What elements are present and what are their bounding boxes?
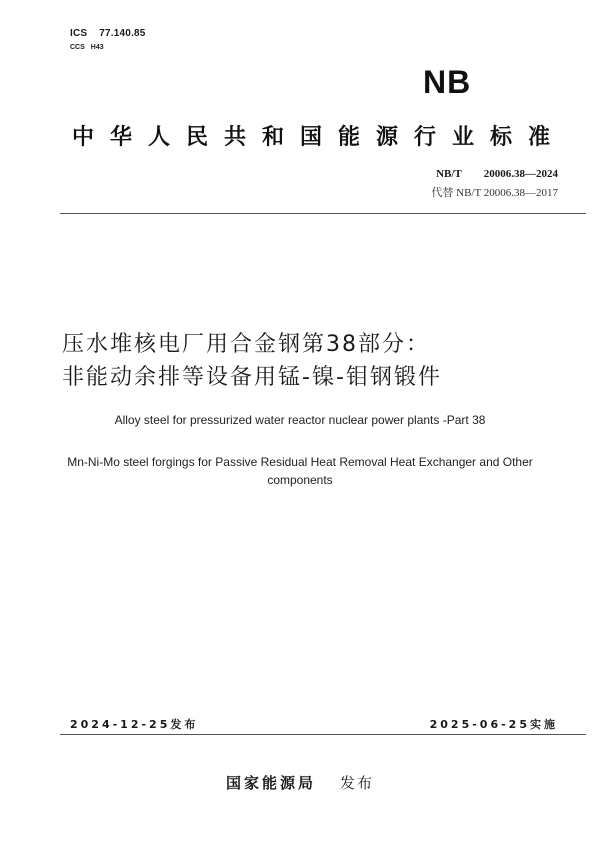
ccs-code: H43 — [90, 44, 104, 51]
chinese-title-line2: 非能动余排等设备用锰-镍-钼钢锻件 — [62, 365, 442, 390]
header-divider — [60, 213, 586, 214]
issuer-organization: 国家能源局 — [225, 774, 316, 792]
issuer-action: 发布 — [340, 774, 375, 792]
standard-code: 20006.38—2024 — [483, 168, 558, 180]
ccs-label: CCS — [70, 44, 85, 51]
footer-divider — [60, 734, 586, 735]
standard-prefix: NB/T — [436, 168, 462, 180]
ics-label: ICS — [70, 28, 88, 39]
chinese-title — [62, 328, 442, 394]
ccs-classification — [70, 44, 104, 51]
implementation-date: 2025-06-25实施 — [429, 718, 558, 731]
issuer — [0, 772, 600, 793]
english-title-line1: Alloy steel for pressurized water reactor nuclear power plants -Part 38 — [114, 413, 486, 427]
nb-logo: NB — [423, 64, 472, 100]
ics-classification — [70, 28, 146, 39]
chinese-title-line1: 压水堆核电厂用合金钢第38部分： — [62, 332, 430, 357]
standard-category-title: 中华人民共和国能源行业标准 — [72, 125, 567, 150]
issue-date: 2024-12-25发布 — [70, 718, 199, 731]
ics-code: 77.140.85 — [99, 28, 146, 39]
replaces-standard: 代替 NB/T 20006.38—2017 — [431, 187, 558, 199]
standard-number — [436, 168, 558, 180]
english-title-line2: Mn-Ni-Mo steel forgings for Passive Residual Heat Removal Heat Exchanger and Other components — [67, 455, 533, 487]
